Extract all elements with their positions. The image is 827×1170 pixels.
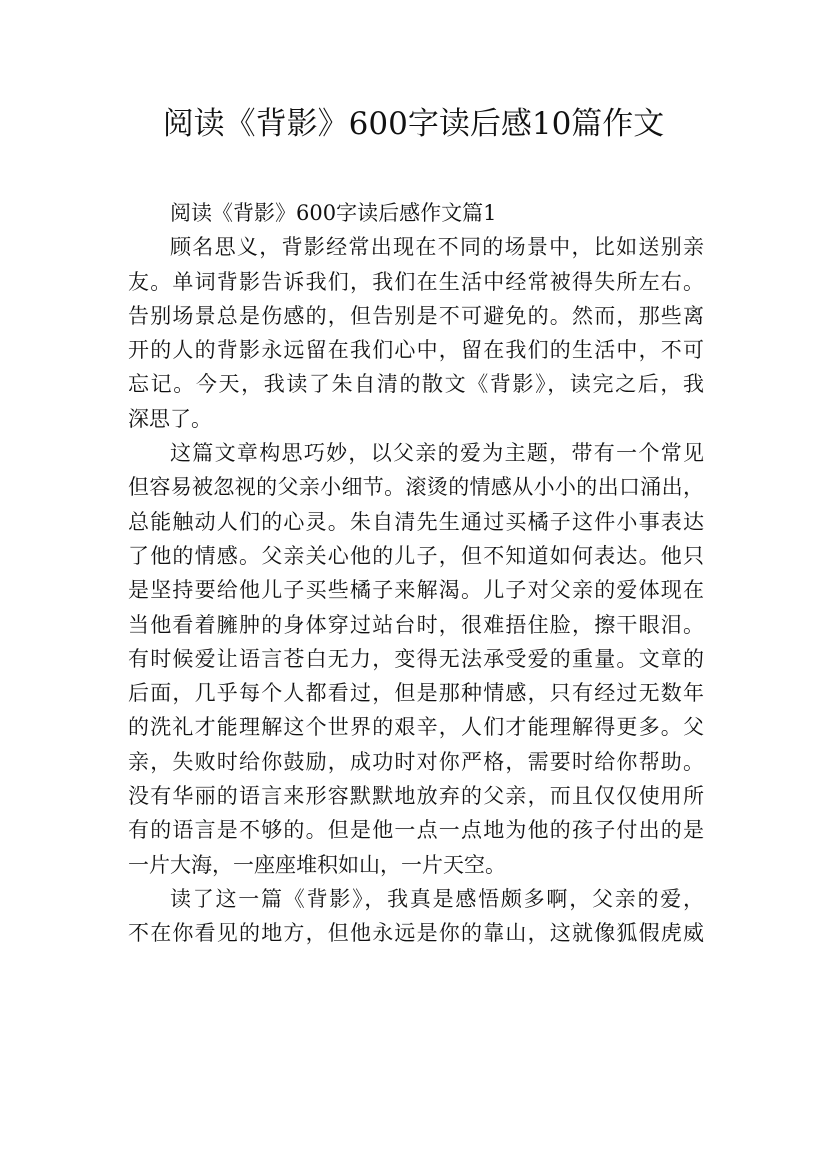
paragraph-1: [128, 230, 704, 436]
paragraph-line: 友。单词背影告诉我们，我们在生活中经常被得失所左右。: [128, 269, 704, 294]
paragraph-line: 是坚持要给他儿子买些橘子来解渴。儿子对父亲的爱体现在: [128, 578, 704, 603]
paragraph-line: 这篇文章构思巧妙，以父亲的爱为主题，带有一个常见: [170, 441, 704, 466]
paragraph-line: 告别场景总是伤感的，但告别是不可避免的。然而，那些离: [128, 303, 704, 328]
paragraph-line: 有时候爱让语言苍白无力，变得无法承受爱的重量。文章的: [128, 646, 704, 671]
paragraph-line: 一片大海，一座座堆积如山，一片天空。: [128, 852, 506, 877]
paragraph-line: 没有华丽的语言来形容默默地放弃的父亲，而且仅仅使用所: [128, 784, 704, 809]
paragraph-line: 后面，几乎每个人都看过，但是那种情感，只有经过无数年: [128, 681, 704, 706]
paragraph-line: 深思了。: [128, 406, 212, 431]
paragraph-line: 了他的情感。父亲关心他的儿子，但不知道如何表达。他只: [128, 543, 704, 568]
paragraph-line: 的洗礼才能理解这个世界的艰辛，人们才能理解得更多。父: [128, 715, 704, 740]
paragraph-line: 读了这一篇《背影》，我真是感悟颇多啊，父亲的爱，: [170, 886, 704, 911]
section-heading: 阅读《背影》600字读后感作文篇1: [170, 201, 497, 225]
paragraph-line: 当他看着臃肿的身体穿过站台时，很难捂住脸，擦干眼泪。: [128, 612, 704, 637]
document-title: 阅读《背影》600字读后感10篇作文: [162, 106, 665, 142]
paragraph-line: 但容易被忽视的父亲小细节。滚烫的情感从小小的出口涌出，: [128, 475, 704, 500]
paragraph-2: [128, 436, 704, 882]
paragraph-line: 有的语言是不够的。但是他一点一点地为他的孩子付出的是: [128, 818, 704, 843]
document-body: [128, 196, 704, 951]
paragraph-line: 亲，失败时给你鼓励，成功时对你严格，需要时给你帮助。: [128, 749, 704, 774]
paragraph-3: [128, 882, 704, 951]
paragraph-line: 不在你看见的地方，但他永远是你的靠山，这就像狐假虎威: [128, 921, 704, 946]
paragraph-line: 总能触动人们的心灵。朱自清先生通过买橘子这件小事表达: [128, 509, 704, 534]
paragraph-line: 顾名思义，背影经常出现在不同的场景中，比如送别亲: [170, 235, 704, 260]
paragraph-line: 忘记。今天，我读了朱自清的散文《背影》，读完之后，我: [128, 372, 704, 397]
paragraph-line: 开的人的背影永远留在我们心中，留在我们的生活中，不可: [128, 338, 704, 363]
